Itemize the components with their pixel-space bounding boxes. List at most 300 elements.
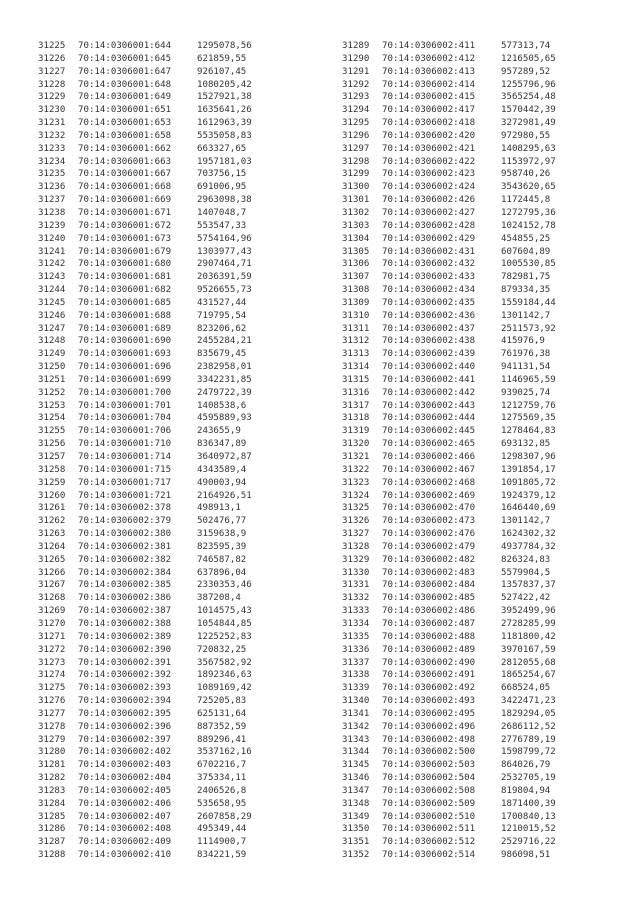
cadastral-number: 70:14:0306002:433 (382, 272, 476, 283)
cadastral-number: 70:14:0306001:685 (78, 297, 172, 308)
cadastral-value: 1559184,44 (501, 297, 556, 308)
table-row (38, 477, 287, 490)
cadastral-value: 1089169,42 (197, 683, 252, 694)
row-number: 31277 (38, 708, 66, 719)
cadastral-number: 70:14:0306002:421 (382, 143, 476, 154)
row-number: 31285 (38, 811, 66, 822)
row-number: 31245 (38, 297, 66, 308)
cadastral-number: 70:14:0306002:486 (382, 606, 476, 617)
cadastral-value: 972980,55 (501, 130, 551, 141)
cadastral-value: 663327,65 (197, 143, 247, 154)
cadastral-value: 637896,04 (197, 567, 247, 578)
cadastral-value: 2164926,51 (197, 490, 252, 501)
cadastral-number: 70:14:0306002:384 (78, 567, 172, 578)
cadastral-number: 70:14:0306001:693 (78, 349, 172, 360)
row-number: 31329 (342, 554, 370, 565)
row-number: 31296 (342, 130, 370, 141)
row-number: 31332 (342, 593, 370, 604)
table-row (342, 528, 591, 541)
cadastral-number: 70:14:0306001:681 (78, 272, 172, 283)
cadastral-number: 70:14:0306002:440 (382, 362, 476, 373)
cadastral-number: 70:14:0306002:443 (382, 400, 476, 411)
cadastral-number: 70:14:0306001:714 (78, 452, 172, 462)
cadastral-number: 70:14:0306002:402 (78, 747, 172, 758)
table-row (38, 181, 287, 194)
table-row (38, 849, 287, 862)
cadastral-value: 834221,59 (197, 850, 247, 861)
cadastral-value: 941131,54 (501, 362, 551, 373)
cadastral-number: 70:14:0306001:645 (78, 53, 172, 64)
row-number: 31342 (342, 721, 370, 732)
cadastral-number: 70:14:0306002:389 (78, 631, 172, 642)
row-number: 31286 (38, 824, 66, 835)
row-number: 31272 (38, 644, 66, 655)
cadastral-value: 1054844,85 (197, 618, 252, 629)
cadastral-number: 70:14:0306001:717 (78, 477, 172, 488)
table-row (342, 631, 591, 644)
cadastral-number: 70:14:0306002:428 (382, 220, 476, 231)
row-number: 31334 (342, 618, 370, 629)
cadastral-number: 70:14:0306002:390 (78, 644, 172, 655)
table-row (38, 502, 287, 515)
cadastral-value: 1146965,59 (501, 374, 556, 385)
table-row (38, 53, 287, 66)
cadastral-value: 1570442,39 (501, 105, 556, 116)
cadastral-value: 4343589,4 (197, 464, 247, 475)
table-row (38, 233, 287, 246)
cadastral-number: 70:14:0306002:432 (382, 259, 476, 270)
table-row (342, 644, 591, 657)
row-number: 31344 (342, 747, 370, 758)
table-row (38, 464, 287, 477)
table-row (342, 130, 591, 143)
table-row (38, 836, 287, 849)
cadastral-number: 70:14:0306002:436 (382, 310, 476, 321)
row-number: 31324 (342, 490, 370, 501)
cadastral-number: 70:14:0306002:414 (382, 79, 476, 90)
table-row (342, 657, 591, 670)
table-row (38, 785, 287, 798)
row-number: 31275 (38, 683, 66, 694)
cadastral-value: 607604,89 (501, 246, 551, 257)
row-number: 31305 (342, 246, 370, 257)
table-row (38, 618, 287, 631)
cadastral-value: 2382958,01 (197, 362, 252, 373)
cadastral-number: 70:14:0306002:510 (382, 811, 476, 822)
table-row (342, 438, 591, 451)
cadastral-number: 70:14:0306002:387 (78, 606, 172, 617)
row-number: 31255 (38, 426, 66, 437)
table-row (38, 554, 287, 567)
cadastral-number: 70:14:0306002:429 (382, 233, 476, 244)
cadastral-value: 668524,05 (501, 683, 551, 694)
cadastral-value: 1272795,36 (501, 207, 556, 218)
cadastral-number: 70:14:0306002:406 (78, 798, 172, 809)
cadastral-value: 725205,83 (197, 696, 247, 707)
row-number: 31325 (342, 503, 370, 514)
table-row (342, 502, 591, 515)
cadastral-number: 70:14:0306001:715 (78, 464, 172, 475)
cadastral-number: 70:14:0306002:504 (382, 773, 476, 784)
table-row (38, 246, 287, 259)
table-row (342, 258, 591, 271)
cadastral-number: 70:14:0306002:410 (78, 850, 172, 861)
cadastral-value: 1014575,43 (197, 606, 252, 617)
cadastral-number: 70:14:0306002:484 (382, 580, 476, 591)
table-row (342, 708, 591, 721)
cadastral-value: 1114900,7 (197, 837, 247, 848)
row-number: 31279 (38, 734, 66, 745)
row-number: 31238 (38, 207, 66, 218)
cadastral-value: 5535058,83 (197, 130, 252, 141)
table-row (38, 490, 287, 503)
row-number: 31231 (38, 118, 66, 129)
row-number: 31256 (38, 439, 66, 450)
table-row (342, 297, 591, 310)
table-row (38, 130, 287, 143)
cadastral-number: 70:14:0306001:658 (78, 130, 172, 141)
row-number: 31335 (342, 631, 370, 642)
cadastral-number: 70:14:0306002:386 (78, 593, 172, 604)
row-number: 31290 (342, 53, 370, 64)
cadastral-value: 691006,95 (197, 182, 247, 193)
row-number: 31253 (38, 400, 66, 411)
cadastral-number: 70:14:0306002:476 (382, 529, 476, 540)
table-row (342, 554, 591, 567)
cadastral-value: 1301142,7 (501, 310, 551, 321)
cadastral-number: 70:14:0306001:679 (78, 246, 172, 257)
cadastral-number: 70:14:0306002:435 (382, 297, 476, 308)
row-number: 31292 (342, 79, 370, 90)
cadastral-number: 70:14:0306002:395 (78, 708, 172, 719)
cadastral-value: 3543620,65 (501, 182, 556, 193)
table-row (38, 117, 287, 130)
table-row (342, 194, 591, 207)
cadastral-number: 70:14:0306001:690 (78, 336, 172, 347)
table-row (342, 156, 591, 169)
table-row (38, 323, 287, 336)
cadastral-value: 577313,74 (501, 41, 551, 51)
cadastral-number: 70:14:0306002:496 (382, 721, 476, 732)
cadastral-value: 431527,44 (197, 297, 247, 308)
cadastral-value: 454855,25 (501, 233, 551, 244)
cadastral-number: 70:14:0306001:648 (78, 79, 172, 90)
table-row (342, 515, 591, 528)
row-number: 31251 (38, 374, 66, 385)
cadastral-value: 243655,9 (197, 426, 241, 437)
cadastral-number: 70:14:0306002:379 (78, 516, 172, 527)
cadastral-value: 835679,45 (197, 349, 247, 360)
cadastral-value: 1212759,76 (501, 400, 556, 411)
cadastral-value: 6702216,7 (197, 760, 247, 771)
cadastral-number: 70:14:0306002:381 (78, 541, 172, 552)
cadastral-number: 70:14:0306002:437 (382, 323, 476, 334)
row-number: 31315 (342, 374, 370, 385)
cadastral-value: 3567582,92 (197, 657, 252, 668)
cadastral-value: 1391854,17 (501, 464, 556, 475)
row-number: 31308 (342, 285, 370, 296)
cadastral-value: 1865254,67 (501, 670, 556, 681)
row-number: 31271 (38, 631, 66, 642)
cadastral-number: 70:14:0306002:378 (78, 503, 172, 514)
table-row (342, 246, 591, 259)
table-row (342, 143, 591, 156)
cadastral-number: 70:14:0306002:397 (78, 734, 172, 745)
table-row (38, 746, 287, 759)
row-number: 31246 (38, 310, 66, 321)
row-number: 31291 (342, 66, 370, 77)
table-row (342, 104, 591, 117)
table-row (342, 836, 591, 849)
row-number: 31259 (38, 477, 66, 488)
table-row (38, 734, 287, 747)
table-row (38, 194, 287, 207)
row-number: 31241 (38, 246, 66, 257)
row-number: 31349 (342, 811, 370, 822)
table-row (342, 746, 591, 759)
row-number: 31232 (38, 130, 66, 141)
table-row (342, 618, 591, 631)
cadastral-value: 1407048,7 (197, 207, 247, 218)
cadastral-value: 887352,59 (197, 721, 247, 732)
cadastral-number: 70:14:0306001:700 (78, 387, 172, 398)
row-number: 31287 (38, 837, 66, 848)
table-row (38, 695, 287, 708)
cadastral-number: 70:14:0306001:721 (78, 490, 172, 501)
row-number: 31295 (342, 118, 370, 129)
table-row (38, 759, 287, 772)
row-number: 31283 (38, 785, 66, 796)
row-number: 31237 (38, 195, 66, 206)
cadastral-number: 70:14:0306002:508 (382, 785, 476, 796)
row-number: 31301 (342, 195, 370, 206)
cadastral-number: 70:14:0306002:424 (382, 182, 476, 193)
cadastral-value: 3422471,23 (501, 696, 556, 707)
row-number: 31346 (342, 773, 370, 784)
cadastral-value: 375334,11 (197, 773, 247, 784)
row-number: 31288 (38, 850, 66, 861)
row-number: 31304 (342, 233, 370, 244)
cadastral-number: 70:14:0306002:482 (382, 554, 476, 565)
row-number: 31235 (38, 169, 66, 180)
table-row (342, 220, 591, 233)
table-row (38, 721, 287, 734)
cadastral-value: 1892346,63 (197, 670, 252, 681)
row-number: 31336 (342, 644, 370, 655)
row-number: 31234 (38, 156, 66, 167)
row-number: 31227 (38, 66, 66, 77)
table-row (342, 181, 591, 194)
cadastral-value: 1357837,37 (501, 580, 556, 591)
cadastral-value: 5579904,5 (501, 567, 551, 578)
cadastral-number: 70:14:0306002:495 (382, 708, 476, 719)
cadastral-number: 70:14:0306002:445 (382, 426, 476, 437)
cadastral-value: 819804,94 (501, 785, 551, 796)
cadastral-number: 70:14:0306002:492 (382, 683, 476, 694)
cadastral-value: 5754164,96 (197, 233, 252, 244)
cadastral-value: 986098,51 (501, 850, 551, 861)
table-row (38, 79, 287, 92)
cadastral-value: 1957181,03 (197, 156, 252, 167)
cadastral-value: 3159638,9 (197, 529, 247, 540)
row-number: 31328 (342, 541, 370, 552)
cadastral-value: 553547,33 (197, 220, 247, 231)
table-row (342, 849, 591, 862)
cadastral-value: 1210015,52 (501, 824, 556, 835)
cadastral-number: 70:14:0306002:488 (382, 631, 476, 642)
cadastral-value: 2728285,99 (501, 618, 556, 629)
row-number: 31312 (342, 336, 370, 347)
cadastral-number: 70:14:0306001:701 (78, 400, 172, 411)
cadastral-number: 70:14:0306002:423 (382, 169, 476, 180)
row-number: 31298 (342, 156, 370, 167)
cadastral-number: 70:14:0306001:669 (78, 195, 172, 206)
table-row (342, 669, 591, 682)
cadastral-value: 1091805,72 (501, 477, 556, 488)
table-row (38, 528, 287, 541)
cadastral-value: 1829294,05 (501, 708, 556, 719)
row-number: 31326 (342, 516, 370, 527)
row-number: 31339 (342, 683, 370, 694)
cadastral-value: 1303977,43 (197, 246, 252, 257)
row-number: 31270 (38, 618, 66, 629)
table-row (342, 464, 591, 477)
table-row (38, 310, 287, 323)
table-row (342, 207, 591, 220)
cadastral-number: 70:14:0306001:649 (78, 92, 172, 103)
cadastral-value: 415976,9 (501, 336, 545, 347)
table-row (342, 682, 591, 695)
table-row (342, 387, 591, 400)
cadastral-number: 70:14:0306002:396 (78, 721, 172, 732)
cadastral-value: 2686112,52 (501, 721, 556, 732)
cadastral-number: 70:14:0306002:431 (382, 246, 476, 257)
cadastral-number: 70:14:0306002:391 (78, 657, 172, 668)
table-row (342, 721, 591, 734)
row-number: 31350 (342, 824, 370, 835)
table-row (38, 438, 287, 451)
table-row (38, 425, 287, 438)
cadastral-value: 693132,85 (501, 439, 551, 450)
cadastral-value: 1005530,85 (501, 259, 556, 270)
cadastral-number: 70:14:0306002:403 (78, 760, 172, 771)
table-row (342, 400, 591, 413)
cadastral-value: 1278464,83 (501, 426, 556, 437)
table-row (38, 811, 287, 824)
cadastral-number: 70:14:0306002:493 (382, 696, 476, 707)
cadastral-number: 70:14:0306002:444 (382, 413, 476, 424)
cadastral-number: 70:14:0306002:467 (382, 464, 476, 475)
table-row (342, 66, 591, 79)
cadastral-value: 2036391,59 (197, 272, 252, 283)
table-row (38, 682, 287, 695)
cadastral-number: 70:14:0306002:483 (382, 567, 476, 578)
row-number: 31260 (38, 490, 66, 501)
row-number: 31351 (342, 837, 370, 848)
cadastral-number: 70:14:0306001:668 (78, 182, 172, 193)
row-number: 31266 (38, 567, 66, 578)
cadastral-number: 70:14:0306002:468 (382, 477, 476, 488)
table-row (38, 515, 287, 528)
cadastral-value: 1612963,39 (197, 118, 252, 129)
cadastral-number: 70:14:0306002:442 (382, 387, 476, 398)
row-number: 31317 (342, 400, 370, 411)
table-row (342, 412, 591, 425)
cadastral-number: 70:14:0306001:663 (78, 156, 172, 167)
table-row (342, 348, 591, 361)
row-number: 31352 (342, 850, 370, 861)
cadastral-value: 502476,77 (197, 516, 247, 527)
cadastral-number: 70:14:0306002:438 (382, 336, 476, 347)
row-number: 31268 (38, 593, 66, 604)
table-row (342, 567, 591, 580)
cadastral-number: 70:14:0306001:710 (78, 439, 172, 450)
row-number: 31300 (342, 182, 370, 193)
table-row (38, 400, 287, 413)
row-number: 31313 (342, 349, 370, 360)
cadastral-value: 826324,83 (501, 554, 551, 565)
row-number: 31265 (38, 554, 66, 565)
table-row (38, 541, 287, 554)
table-row (342, 605, 591, 618)
row-number: 31316 (342, 387, 370, 398)
cadastral-value: 1298307,96 (501, 452, 556, 462)
row-number: 31343 (342, 734, 370, 745)
cadastral-number: 70:14:0306002:427 (382, 207, 476, 218)
table-row (38, 143, 287, 156)
cadastral-number: 70:14:0306002:394 (78, 696, 172, 707)
table-row (38, 644, 287, 657)
table-row (342, 592, 591, 605)
cadastral-number: 70:14:0306001:644 (78, 41, 172, 51)
cadastral-number: 70:14:0306002:509 (382, 798, 476, 809)
cadastral-value: 2907464,71 (197, 259, 252, 270)
cadastral-number: 70:14:0306002:415 (382, 92, 476, 103)
cadastral-value: 4595889,93 (197, 413, 252, 424)
right-column (342, 40, 591, 862)
cadastral-value: 1024152,78 (501, 220, 556, 231)
row-number: 31302 (342, 207, 370, 218)
row-number: 31264 (38, 541, 66, 552)
table-row (342, 374, 591, 387)
cadastral-number: 70:14:0306001:673 (78, 233, 172, 244)
cadastral-number: 70:14:0306001:688 (78, 310, 172, 321)
table-row (342, 361, 591, 374)
cadastral-value: 1635641,26 (197, 105, 252, 116)
table-row (342, 490, 591, 503)
table-row (342, 798, 591, 811)
cadastral-number: 70:14:0306002:412 (382, 53, 476, 64)
cadastral-value: 621859,55 (197, 53, 247, 64)
row-number: 31276 (38, 696, 66, 707)
cadastral-number: 70:14:0306002:469 (382, 490, 476, 501)
cadastral-value: 1624302,32 (501, 529, 556, 540)
table-row (38, 374, 287, 387)
row-number: 31258 (38, 464, 66, 475)
cadastral-value: 9526655,73 (197, 285, 252, 296)
table-row (342, 79, 591, 92)
cadastral-value: 1924379,12 (501, 490, 556, 501)
table-row (342, 425, 591, 438)
cadastral-value: 889296,41 (197, 734, 247, 745)
cadastral-value: 823206,62 (197, 323, 247, 334)
row-number: 31236 (38, 182, 66, 193)
cadastral-number: 70:14:0306002:407 (78, 811, 172, 822)
cadastral-number: 70:14:0306002:408 (78, 824, 172, 835)
cadastral-value: 4937784,32 (501, 541, 556, 552)
cadastral-number: 70:14:0306001:704 (78, 413, 172, 424)
cadastral-number: 70:14:0306002:466 (382, 452, 476, 462)
